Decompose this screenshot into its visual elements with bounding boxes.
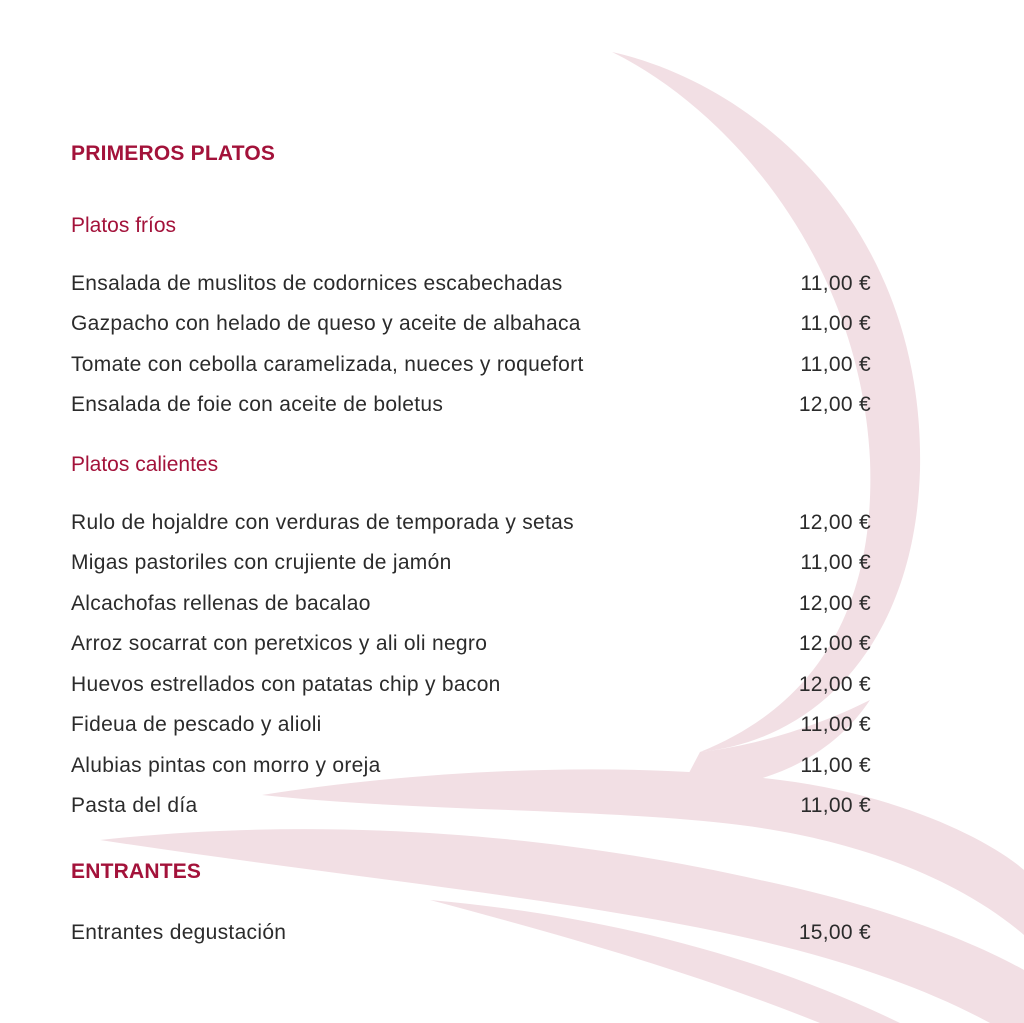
menu-item-price: 12,00 €: [798, 511, 871, 534]
subsection-title-platos-frios: Platos fríos: [71, 214, 177, 237]
menu-item-name: Tomate con cebolla caramelizada, nueces y roquefort: [71, 353, 584, 376]
menu-item: [71, 509, 871, 537]
menu-item-name: Entrantes degustación: [71, 921, 287, 944]
menu-item: [71, 391, 871, 419]
menu-item-name: Arroz socarrat con peretxicos y ali oli negro: [71, 632, 488, 655]
section-title-entrantes: ENTRANTES: [71, 860, 202, 883]
menu-item-price: 11,00 €: [800, 794, 871, 817]
menu-item-price: 11,00 €: [800, 754, 871, 777]
menu-item-name: Alubias pintas con morro y oreja: [71, 754, 381, 777]
menu-item-name: Ensalada de foie con aceite de boletus: [71, 393, 444, 416]
menu-item-name: Rulo de hojaldre con verduras de temporada y setas: [71, 511, 574, 534]
subsection-title-platos-calientes: Platos calientes: [71, 453, 219, 476]
menu-item-price: 11,00 €: [800, 353, 871, 376]
menu-item: [71, 671, 871, 699]
menu-item-price: 11,00 €: [800, 272, 871, 295]
menu-item-name: Ensalada de muslitos de codornices escabechadas: [71, 272, 563, 295]
menu-item: [71, 792, 871, 820]
menu-item-price: 12,00 €: [798, 632, 871, 655]
menu-item: [71, 752, 871, 780]
menu-item-price: 12,00 €: [798, 592, 871, 615]
menu-item-name: Fideua de pescado y alioli: [71, 713, 322, 736]
menu-item-name: Migas pastoriles con crujiente de jamón: [71, 551, 452, 574]
menu-item-price: 11,00 €: [800, 312, 871, 335]
menu-item: [71, 270, 871, 298]
menu-item: [71, 919, 871, 947]
menu-item-price: 15,00 €: [798, 921, 871, 944]
menu-item-name: Huevos estrellados con patatas chip y bacon: [71, 673, 501, 696]
menu-item: [71, 549, 871, 577]
menu-item-name: Pasta del día: [71, 794, 198, 817]
menu-item: [71, 630, 871, 658]
menu-item-name: Gazpacho con helado de queso y aceite de albahaca: [71, 312, 581, 335]
menu-item: [71, 711, 871, 739]
menu-item: [71, 310, 871, 338]
menu-item-price: 11,00 €: [800, 551, 871, 574]
menu-item: [71, 351, 871, 379]
watermark-shapes: [100, 52, 1024, 1023]
menu-item-price: 12,00 €: [798, 393, 871, 416]
menu-item-name: Alcachofas rellenas de bacalao: [71, 592, 371, 615]
menu-item: [71, 590, 871, 618]
section-title-primeros-platos: PRIMEROS PLATOS: [71, 142, 276, 165]
menu-item-price: 12,00 €: [798, 673, 871, 696]
menu-item-price: 11,00 €: [800, 713, 871, 736]
